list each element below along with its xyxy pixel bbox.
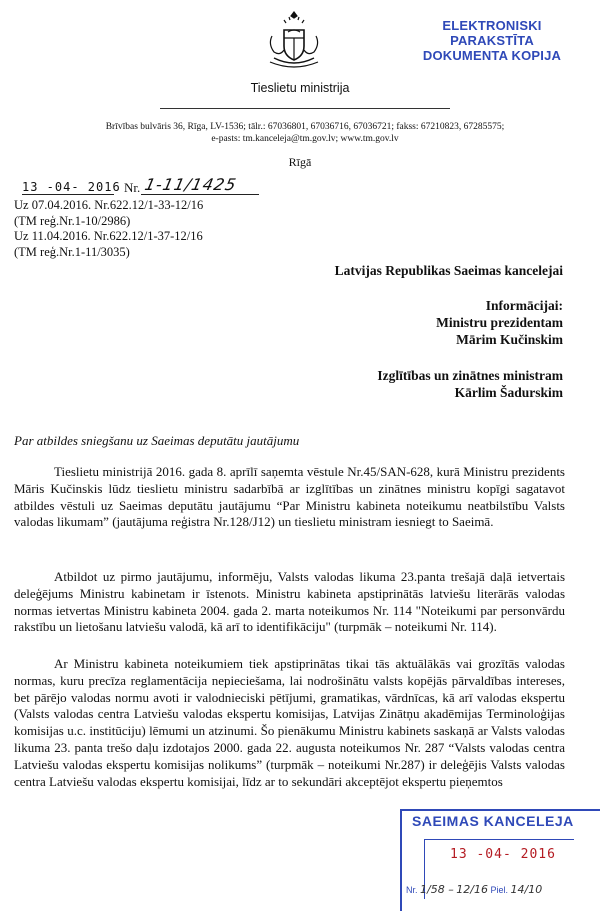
- reference-line: Uz 07.04.2016. Nr.622.12/1-33-12/16: [14, 198, 204, 212]
- body-paragraph-1: Tieslietu ministrijā 2016. gada 8. aprīlī saņemta vēstule Nr.45/SAN-628, kurā Ministru prezidents Māris Kučinskis lūdz tieslietu ministru sadarbībā ar izglītības un zinātnes ministru kopīgi sagatavot atbildes vēstuli uz Saeimas deputātu jautājumu “Par Ministru kabineta noteikumu neatbilstību Valsts valodas likumam” (jautājuma reģistra Nr.128/J12) un tieslietu ministram iesniegt to Saeimā.: [14, 464, 565, 530]
- stamp-date: 13 -04- 2016: [450, 847, 556, 862]
- education-addressee: [0, 367, 563, 401]
- ministry-name: Tieslietu ministrija: [250, 81, 350, 95]
- stamp-reg-value: 1/58 –: [420, 883, 454, 896]
- stamp-registration: [406, 883, 542, 896]
- info-addressee: [0, 297, 563, 348]
- reference-line: Uz 11.04.2016. Nr.622.12/1-37-12/16: [14, 229, 203, 243]
- electronic-signature-stamp: [402, 18, 582, 63]
- stamp-reg-extra: 12/16: [456, 883, 488, 896]
- info-recipient-name: Mārim Kučinskim: [456, 332, 563, 347]
- number-label: Nr.: [124, 180, 141, 195]
- reference-list: [14, 198, 203, 260]
- number-underline: [141, 194, 259, 195]
- stamp-line-2: DOKUMENTA KOPIJA: [422, 48, 562, 63]
- header-divider: [160, 108, 450, 109]
- address-line-2: e-pasts: tm.kanceleja@tm.gov.lv; www.tm.gov.lv: [211, 134, 399, 144]
- city: Rīgā: [288, 155, 312, 169]
- reference-line: (TM reģ.Nr.1-10/2986): [14, 213, 131, 228]
- document-number: 1-11/1425: [142, 175, 239, 194]
- stamp-title: SAEIMAS KANCELEJA: [412, 813, 574, 829]
- info-label: Informācijai:: [485, 298, 563, 313]
- stamp-divider: [424, 839, 574, 840]
- stamp-line-1: ELEKTRONISKI PARAKSTĪTA: [442, 18, 542, 48]
- edu-recipient-title: Izglītības un zinātnes ministram: [377, 368, 563, 383]
- body-paragraph-3: Ar Ministru kabineta noteikumiem tiek apstiprinātas tikai tās aktuālākās vai grozītās valodas normas, kuru precīza reglamentācija nepieciešama, lai nodrošinātu valsts kopējās pārvaldības intereses, bet pārējo valodas normu avoti ir valodnieciski pētījumi, gramatikas, vārdnīcas, kā arī valodas ekspertu (Valsts valodas centra Latviešu valodas ekspertu komisijas, Latvijas Zinātņu akadēmijas Terminoloģijas komisijas u.c. institūciju) lēmumi un atzinumi. Šo pienākumu Ministru kabinets saskaņā ar Valsts valodas likuma 23. panta trešo daļu izdotajos 2000. gada 22. augusta noteikumos Nr. 287 “Valsts valodas centra Latviešu valodas ekspertu komisijas nolikums” (turpmāk – noteikumi Nr.287) ir deleģējis Valsts valodas centra Latviešu valodas ekspertu komisijai, līdz ar to sekundāri akceptējot ekspertu pieņemtos: [14, 656, 565, 789]
- contact-address: [60, 121, 550, 145]
- date-underline: [22, 194, 114, 195]
- letter-subject: Par atbildes sniegšanu uz Saeimas deputātu jautājumu: [14, 433, 300, 448]
- document-date: 13 -04- 2016: [22, 180, 121, 194]
- body-paragraph-2: Atbildot uz pirmo jautājumu, informēju, Valsts valodas likuma 23.panta trešajā daļā ietvertais deleģējums Ministru kabinetam ir īstenots. Ministru kabineta apstiprinātās latviešu literārās valodas normas ietvertas Ministru kabineta 2004. gada 2. marta noteikumos Nr. 114 "Noteikumi par personvārdu rakstību un lietošanu latviešu valodā, kā arī to identifikāciju" (turpmāk – noteikumi Nr. 114).: [14, 569, 565, 635]
- coat-of-arms-emblem: [262, 8, 326, 70]
- info-recipient-title: Ministru prezidentam: [436, 315, 563, 330]
- edu-recipient-name: Kārlim Šadurskim: [454, 385, 563, 400]
- main-addressee: Latvijas Republikas Saeimas kancelejai: [334, 263, 563, 278]
- stamp-reg-label: Nr.: [406, 885, 418, 895]
- saeima-registration-stamp: [400, 809, 600, 911]
- stamp-pages-label: Piel.: [490, 885, 508, 895]
- reference-line: (TM reģ.Nr.1-11/3035): [14, 244, 130, 259]
- stamp-pages-value: 14/10: [510, 883, 543, 896]
- address-line-1: Brīvības bulvāris 36, Rīga, LV-1536; tālr.: 67036801, 67036716, 67036721; fakss: 67210823, 67285575;: [105, 122, 505, 132]
